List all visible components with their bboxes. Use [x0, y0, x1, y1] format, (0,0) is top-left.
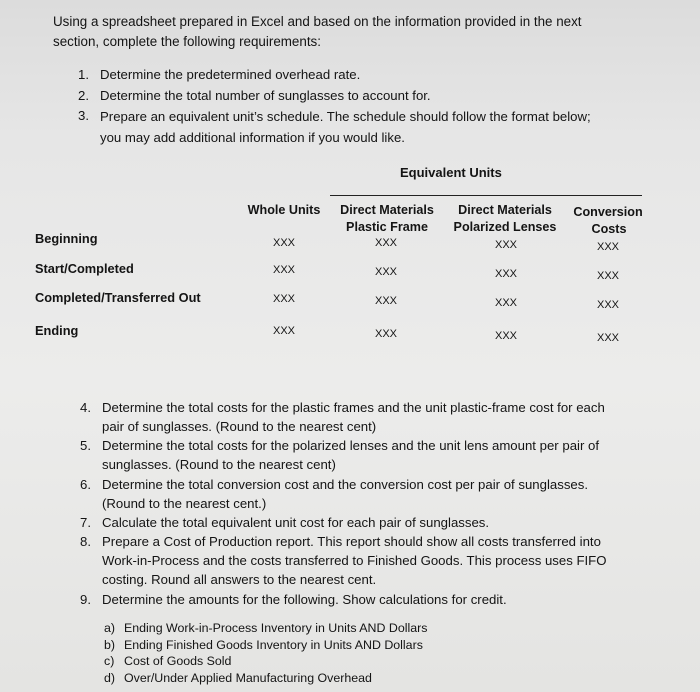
header-dm-polarized: [453, 202, 557, 236]
requirement-number: 7.: [80, 515, 91, 530]
header-text: Plastic Frame: [346, 220, 428, 234]
sub-item-b: [104, 637, 423, 653]
header-text: Whole Units: [247, 203, 321, 217]
sub-item-text: Ending Work-in-Process Inventory in Units AND Dollars: [124, 621, 428, 635]
intro-line: section, complete the following requirements:: [53, 34, 321, 49]
sub-item-letter: b): [104, 638, 116, 652]
row-label-start-completed: Start/Completed: [35, 261, 134, 276]
sub-item-text: Cost of Goods Sold: [124, 654, 232, 668]
cell-conversion: XXX: [596, 270, 619, 282]
sub-item-c: [104, 653, 231, 669]
sub-item-d: [104, 670, 372, 686]
sub-item-a: [104, 620, 427, 636]
header-whole-units: [244, 202, 324, 219]
header-text: Polarized Lenses: [453, 220, 557, 234]
header-dm-plastic: [337, 202, 437, 236]
row-label-beginning: Beginning: [35, 231, 98, 246]
header-text: Direct Materials: [458, 203, 552, 217]
requirement-text: you may add additional information if you would like.: [100, 130, 405, 145]
requirement-number: 4.: [80, 400, 91, 415]
header-text: Costs: [591, 222, 627, 236]
cell-whole-units: XXX: [272, 293, 295, 305]
cell-dm-plastic: XXX: [374, 237, 397, 249]
cell-dm-plastic: XXX: [374, 266, 397, 278]
requirement-number: 6.: [80, 477, 91, 492]
requirement-text: costing. Round all answers to the nearest cent.: [102, 572, 377, 587]
sub-item-letter: c): [104, 654, 115, 668]
cell-conversion: XXX: [596, 332, 619, 344]
cell-dm-polarized: XXX: [494, 239, 517, 251]
cell-whole-units: XXX: [272, 237, 295, 249]
requirement-text: (Round to the nearest cent.): [102, 496, 267, 511]
requirement-text: Determine the total conversion cost and the conversion cost per pair of sunglasses.: [102, 477, 588, 492]
requirement-text: pair of sunglasses. (Round to the nearest cent): [102, 419, 377, 434]
intro-paragraph: [53, 12, 653, 52]
requirement-text: Determine the total costs for the plastic frames and the unit plastic-frame cost for each: [102, 400, 605, 415]
requirement-text: Determine the total costs for the polarized lenses and the unit lens amount per pair of: [102, 438, 600, 453]
requirement-number: 1.: [78, 67, 89, 82]
sub-item-letter: d): [104, 671, 116, 685]
row-label-completed-transferred: Completed/Transferred Out: [35, 290, 201, 305]
sub-item-text: Over/Under Applied Manufacturing Overhead: [124, 671, 372, 685]
cell-dm-polarized: XXX: [494, 297, 517, 309]
header-text: Direct Materials: [340, 203, 434, 217]
intro-line: Using a spreadsheet prepared in Excel and based on the information provided in the next: [53, 14, 582, 29]
requirement-number: 5.: [80, 438, 91, 453]
sub-item-text: Ending Finished Goods Inventory in Units AND Dollars: [124, 638, 423, 652]
cell-conversion: XXX: [596, 299, 619, 311]
header-text: Conversion: [573, 205, 643, 219]
requirement-text: Prepare an equivalent unit’s schedule. The schedule should follow the format below;: [100, 109, 591, 124]
requirement-number: 8.: [80, 534, 91, 549]
cell-dm-polarized: XXX: [494, 330, 517, 342]
schedule-title: Equivalent Units: [400, 165, 502, 180]
row-label-ending: Ending: [35, 323, 79, 338]
schedule-divider: [330, 195, 642, 196]
requirement-text: Determine the predetermined overhead rate.: [100, 67, 361, 82]
cell-dm-plastic: XXX: [374, 295, 397, 307]
cell-dm-plastic: XXX: [374, 328, 397, 340]
requirement-number: 9.: [80, 592, 91, 607]
requirement-number: 2.: [78, 88, 89, 103]
cell-conversion: XXX: [596, 241, 619, 253]
requirement-text: Determine the amounts for the following. Show calculations for credit.: [102, 592, 507, 607]
requirement-text: Work-in-Process and the costs transferred to Finished Goods. This process uses FIFO: [102, 553, 607, 568]
requirement-number: 3.: [78, 108, 89, 123]
cell-whole-units: XXX: [272, 264, 295, 276]
requirement-text: Prepare a Cost of Production report. This report should show all costs transferred into: [102, 534, 601, 549]
requirement-text: Calculate the total equivalent unit cost for each pair of sunglasses.: [102, 515, 490, 530]
sub-item-letter: a): [104, 621, 116, 635]
cell-dm-polarized: XXX: [494, 268, 517, 280]
header-conversion: [571, 204, 645, 238]
cell-whole-units: XXX: [272, 325, 295, 337]
requirement-text: sunglasses. (Round to the nearest cent): [102, 457, 336, 472]
requirement-text: Determine the total number of sunglasses to account for.: [100, 88, 431, 103]
